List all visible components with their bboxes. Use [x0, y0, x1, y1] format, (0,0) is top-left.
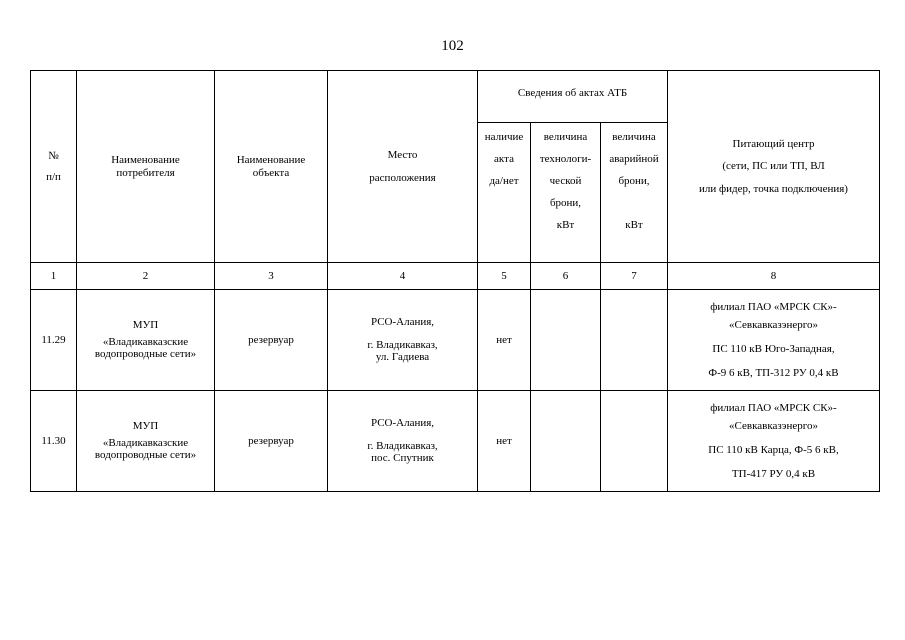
col-num-2: 2	[77, 263, 215, 290]
col-num-7: 7	[601, 263, 668, 290]
header-tech-line2: технологи-	[539, 153, 592, 165]
row-consumer	[77, 290, 215, 391]
header-act-line3: да/нет	[489, 175, 519, 187]
row-tech	[531, 290, 601, 391]
row-act: нет	[478, 391, 531, 492]
column-numbers-row	[31, 263, 880, 290]
consumer-line1: МУП	[132, 319, 159, 332]
power-line3: ПС 110 кВ Карца, Ф-5 6 кВ,	[708, 444, 839, 456]
header-tech-line4: брони,	[549, 197, 582, 209]
atb-table	[30, 70, 880, 492]
power-line4: ТП-417 РУ 0,4 кВ	[731, 468, 816, 480]
header-emerg-line1: величина	[612, 131, 656, 143]
header-power-line2: (сети, ПС или ТП, ВЛ	[722, 160, 825, 173]
header-power-line3: или фидер, точка подключения)	[699, 182, 848, 195]
header-consumer	[77, 71, 215, 263]
header-num	[31, 71, 77, 263]
row-emergency	[601, 391, 668, 492]
row-object: резервуар	[215, 290, 328, 391]
power-line1: филиал ПАО «МРСК СК»-	[710, 402, 837, 414]
header-consumer-line2: потребителя	[116, 166, 175, 179]
header-atb-group	[478, 71, 668, 123]
header-emergency-reserve	[601, 123, 668, 263]
consumer-line3: водопроводные сети»	[94, 348, 197, 361]
header-tech-line3: ческой	[549, 175, 582, 187]
col-num-4: 4	[328, 263, 478, 290]
location-line1: РСО-Алания,	[370, 316, 435, 329]
header-location	[328, 71, 478, 263]
col-num-3: 3	[215, 263, 328, 290]
header-emerg-line3: брони,	[618, 175, 650, 187]
power-line2: «Севкавказэнерго»	[729, 319, 818, 331]
location-line2: г. Владикавказ,	[367, 338, 438, 351]
header-tech-line5: кВт	[556, 219, 575, 231]
power-line4: Ф-9 6 кВ, ТП-312 РУ 0,4 кВ	[708, 367, 839, 379]
consumer-line2: «Владикавказские	[102, 335, 189, 348]
header-object-line1: Наименование	[236, 153, 306, 166]
col-num-6: 6	[531, 263, 601, 290]
header-location-line2: расположения	[369, 171, 436, 184]
header-power-center	[668, 71, 880, 263]
header-location-line1: Место	[387, 148, 418, 161]
consumer-line1: МУП	[132, 420, 159, 433]
consumer-line2: «Владикавказские	[102, 436, 189, 449]
header-tech-reserve	[531, 123, 601, 263]
header-num-line1: №	[48, 149, 59, 162]
row-location	[328, 391, 478, 492]
page-number: 102	[441, 38, 464, 54]
row-act: нет	[478, 290, 531, 391]
row-object: резервуар	[215, 391, 328, 492]
row-tech	[531, 391, 601, 492]
header-emerg-line2: аварийной	[609, 153, 659, 165]
header-tech-line1: величина	[543, 131, 588, 143]
col-num-8: 8	[668, 263, 880, 290]
power-line2: «Севкавказэнерго»	[729, 420, 818, 432]
col-num-5: 5	[478, 263, 531, 290]
row-consumer	[77, 391, 215, 492]
header-act-line2: акта	[494, 153, 514, 165]
location-line1: РСО-Алания,	[370, 417, 435, 430]
header-atb-group-label: Сведения об актах АТБ	[517, 87, 628, 99]
location-line3: пос. Спутник	[371, 452, 434, 465]
col-num-1: 1	[31, 263, 77, 290]
location-line3: ул. Гадиева	[375, 351, 430, 364]
power-line1: филиал ПАО «МРСК СК»-	[710, 301, 837, 313]
row-num: 11.30	[31, 391, 77, 492]
header-object-line2: объекта	[252, 166, 290, 179]
row-power	[668, 391, 880, 492]
header-consumer-line1: Наименование	[111, 153, 180, 166]
table-row	[31, 391, 880, 492]
row-location	[328, 290, 478, 391]
header-act-line1: наличие	[484, 131, 524, 143]
power-line3: ПС 110 кВ Юго-Западная,	[712, 343, 835, 355]
row-num: 11.29	[31, 290, 77, 391]
row-emergency	[601, 290, 668, 391]
consumer-line3: водопроводные сети»	[94, 449, 197, 462]
header-atb-act	[478, 123, 531, 263]
header-emerg-line4: кВт	[625, 219, 643, 231]
header-num-line2: п/п	[46, 170, 61, 183]
header-object	[215, 71, 328, 263]
header-power-line1: Питающий центр	[732, 137, 815, 150]
row-power	[668, 290, 880, 391]
location-line2: г. Владикавказ,	[367, 439, 438, 452]
table-row	[31, 290, 880, 391]
